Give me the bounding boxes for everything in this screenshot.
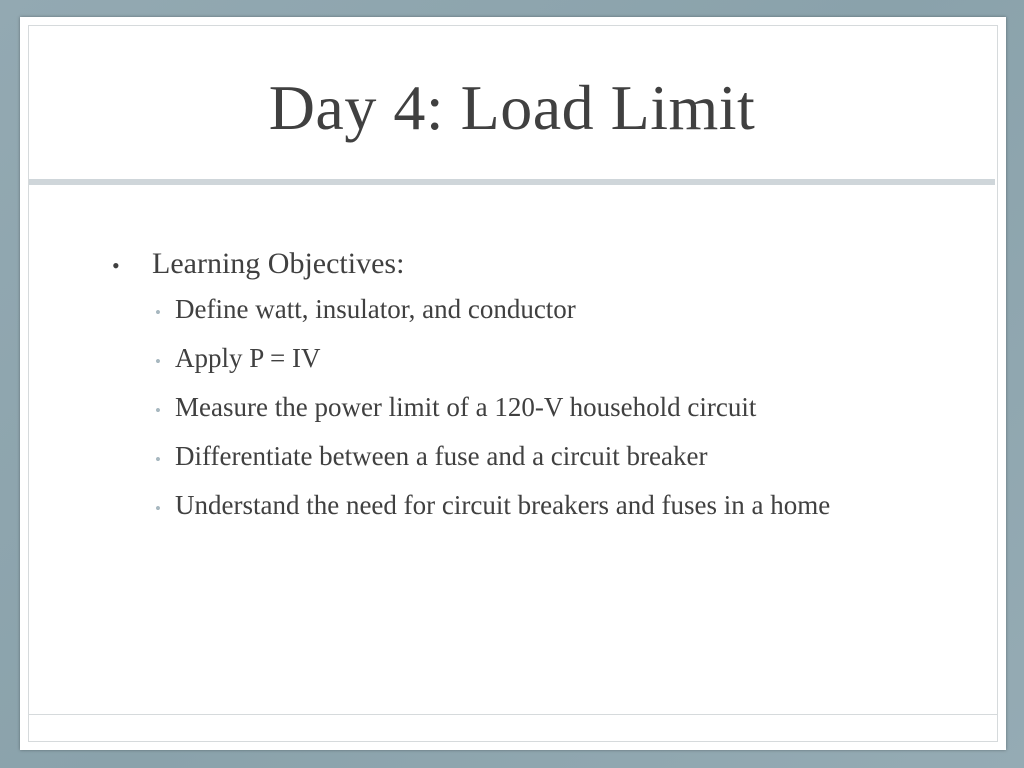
objectives-heading: Learning Objectives: [152,247,405,280]
objective-text: Differentiate between a fuse and a circuit breaker [175,441,708,471]
list-item [155,438,910,478]
list-item [155,389,910,429]
objective-text: Understand the need for circuit breakers and fuses in a home [175,490,831,520]
bullet-learning-objectives [110,247,910,281]
objective-text: Define watt, insulator, and conductor [175,294,576,324]
footer-divider [29,714,997,715]
title-divider [29,179,995,185]
sub-bullet-marker: • [155,499,161,518]
sub-bullet-marker: • [155,401,161,420]
sub-bullet-marker: • [155,303,161,322]
slide-title: Day 4: Load Limit [268,72,756,143]
objectives-list [110,291,910,527]
slide-content [110,247,910,536]
list-item [155,291,910,331]
sub-bullet-marker: • [155,450,161,469]
slide [20,17,1006,750]
objective-text: Apply P = IV [175,343,321,373]
list-item [155,487,910,527]
title-area [29,26,995,178]
objective-text: Measure the power limit of a 120-V household circuit [175,392,757,422]
sub-bullet-marker: • [155,352,161,371]
list-item [155,340,910,380]
bullet-marker: • [112,253,120,278]
